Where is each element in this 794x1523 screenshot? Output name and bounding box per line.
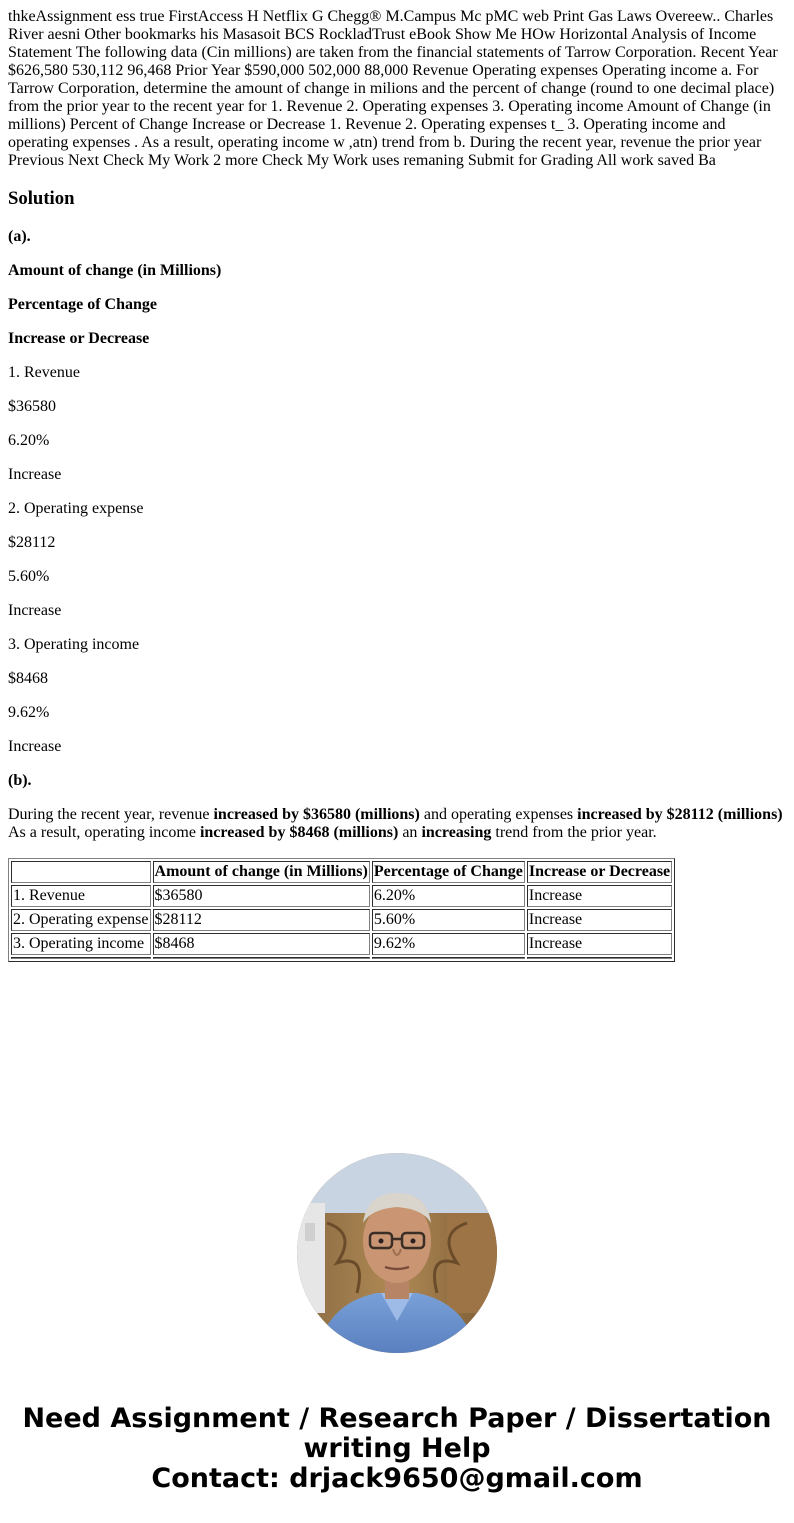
part-a-label: (a).	[8, 228, 31, 245]
banner-line-2: writing Help	[303, 1433, 491, 1464]
opinc-label: 3. Operating income	[8, 636, 140, 653]
revenue-direction: Increase	[8, 466, 62, 483]
table-header-amount: Amount of change (in Millions)	[153, 861, 370, 883]
question-text: thkeAssignment ess true FirstAccess H Netflix G Chegg® M.Campus Mc pMC web Print Gas Laws Overeew.. Charles River aesni Other bookmarks his Masasoit BCS RockladTrust eBook Show Me HOw Horizontal Analysis of Income Statement The following data (Cin millions) are taken from the financial statements of Tarrow Corporation. Recent Year $626,580 530,112 96,468 Prior Year $590,000 502,000 88,000 Revenue Operating expenses Operating income a. For Tarrow Corporation, determine the amount of change in milions and the percent of change (round to one decimal place) from the prior year to the recent year for 1. Revenue 2. Operating expenses 3. Operating income Amount of Change (in millions) Percent of Change Increase or Decrease 1. Revenue 2. Operating expenses t_ 3. Operating income and operating expenses . As a result, operating income w ,atn) trend from b. During the recent year, revenue the prior year Previous Next Check My Work 2 more Check My Work uses remaning Submit for Grading All work saved Ba	[8, 8, 778, 169]
opex-label: 2. Operating expense	[8, 500, 144, 517]
amount-heading: Amount of change (in Millions)	[8, 262, 222, 279]
table-header-direction: Increase or Decrease	[527, 861, 672, 883]
revenue-amount: $36580	[8, 398, 56, 415]
table-cell-amount: $28112	[153, 909, 370, 931]
direction-heading: Increase or Decrease	[8, 330, 150, 347]
solution-heading: Solution	[8, 188, 75, 209]
contact-banner	[0, 1404, 794, 1494]
revenue-label: 1. Revenue	[8, 364, 80, 381]
table-empty-cell	[527, 957, 672, 959]
table-empty-cell	[153, 957, 370, 959]
table-row	[11, 885, 672, 907]
table-row	[11, 933, 672, 955]
table-cell-direction: Increase	[527, 885, 672, 907]
banner-contact: Contact: drjack9650@gmail.com	[151, 1463, 643, 1494]
table-cell-direction: Increase	[527, 909, 672, 931]
opex-direction: Increase	[8, 602, 62, 619]
opex-percent: 5.60%	[8, 568, 50, 585]
solution-table	[8, 858, 675, 962]
table-empty-cell	[11, 957, 151, 959]
opinc-direction: Increase	[8, 738, 62, 755]
table-cell-label: 2. Operating expense	[11, 909, 151, 931]
table-row	[11, 909, 672, 931]
table-cell-percent: 5.60%	[372, 909, 525, 931]
table-header-percent: Percentage of Change	[372, 861, 525, 883]
part-b-paragraph: During the recent year, revenue increased by $36580 (millions) and operating expenses increased by $28112 (millions) As a result, operating income increased by $8468 (millions) an increasing trend from the prior year.	[8, 806, 783, 841]
table-header-row	[11, 861, 672, 883]
table-cell-direction: Increase	[527, 933, 672, 955]
percent-heading: Percentage of Change	[8, 296, 157, 313]
table-corner-cell	[11, 861, 151, 883]
opex-amount: $28112	[8, 534, 56, 551]
table-empty-cell	[372, 957, 525, 959]
table-cell-percent: 9.62%	[372, 933, 525, 955]
part-b-label: (b).	[8, 772, 32, 789]
table-cell-percent: 6.20%	[372, 885, 525, 907]
table-empty-row	[11, 957, 672, 959]
banner-line-1: Need Assignment / Research Paper / Dissertation	[22, 1403, 772, 1434]
opinc-amount: $8468	[8, 670, 48, 687]
table-cell-label: 3. Operating income	[11, 933, 151, 955]
opinc-percent: 9.62%	[8, 704, 50, 721]
table-cell-amount: $36580	[153, 885, 370, 907]
revenue-percent: 6.20%	[8, 432, 50, 449]
table-cell-amount: $8468	[153, 933, 370, 955]
table-cell-label: 1. Revenue	[11, 885, 151, 907]
author-photo	[297, 1153, 497, 1353]
